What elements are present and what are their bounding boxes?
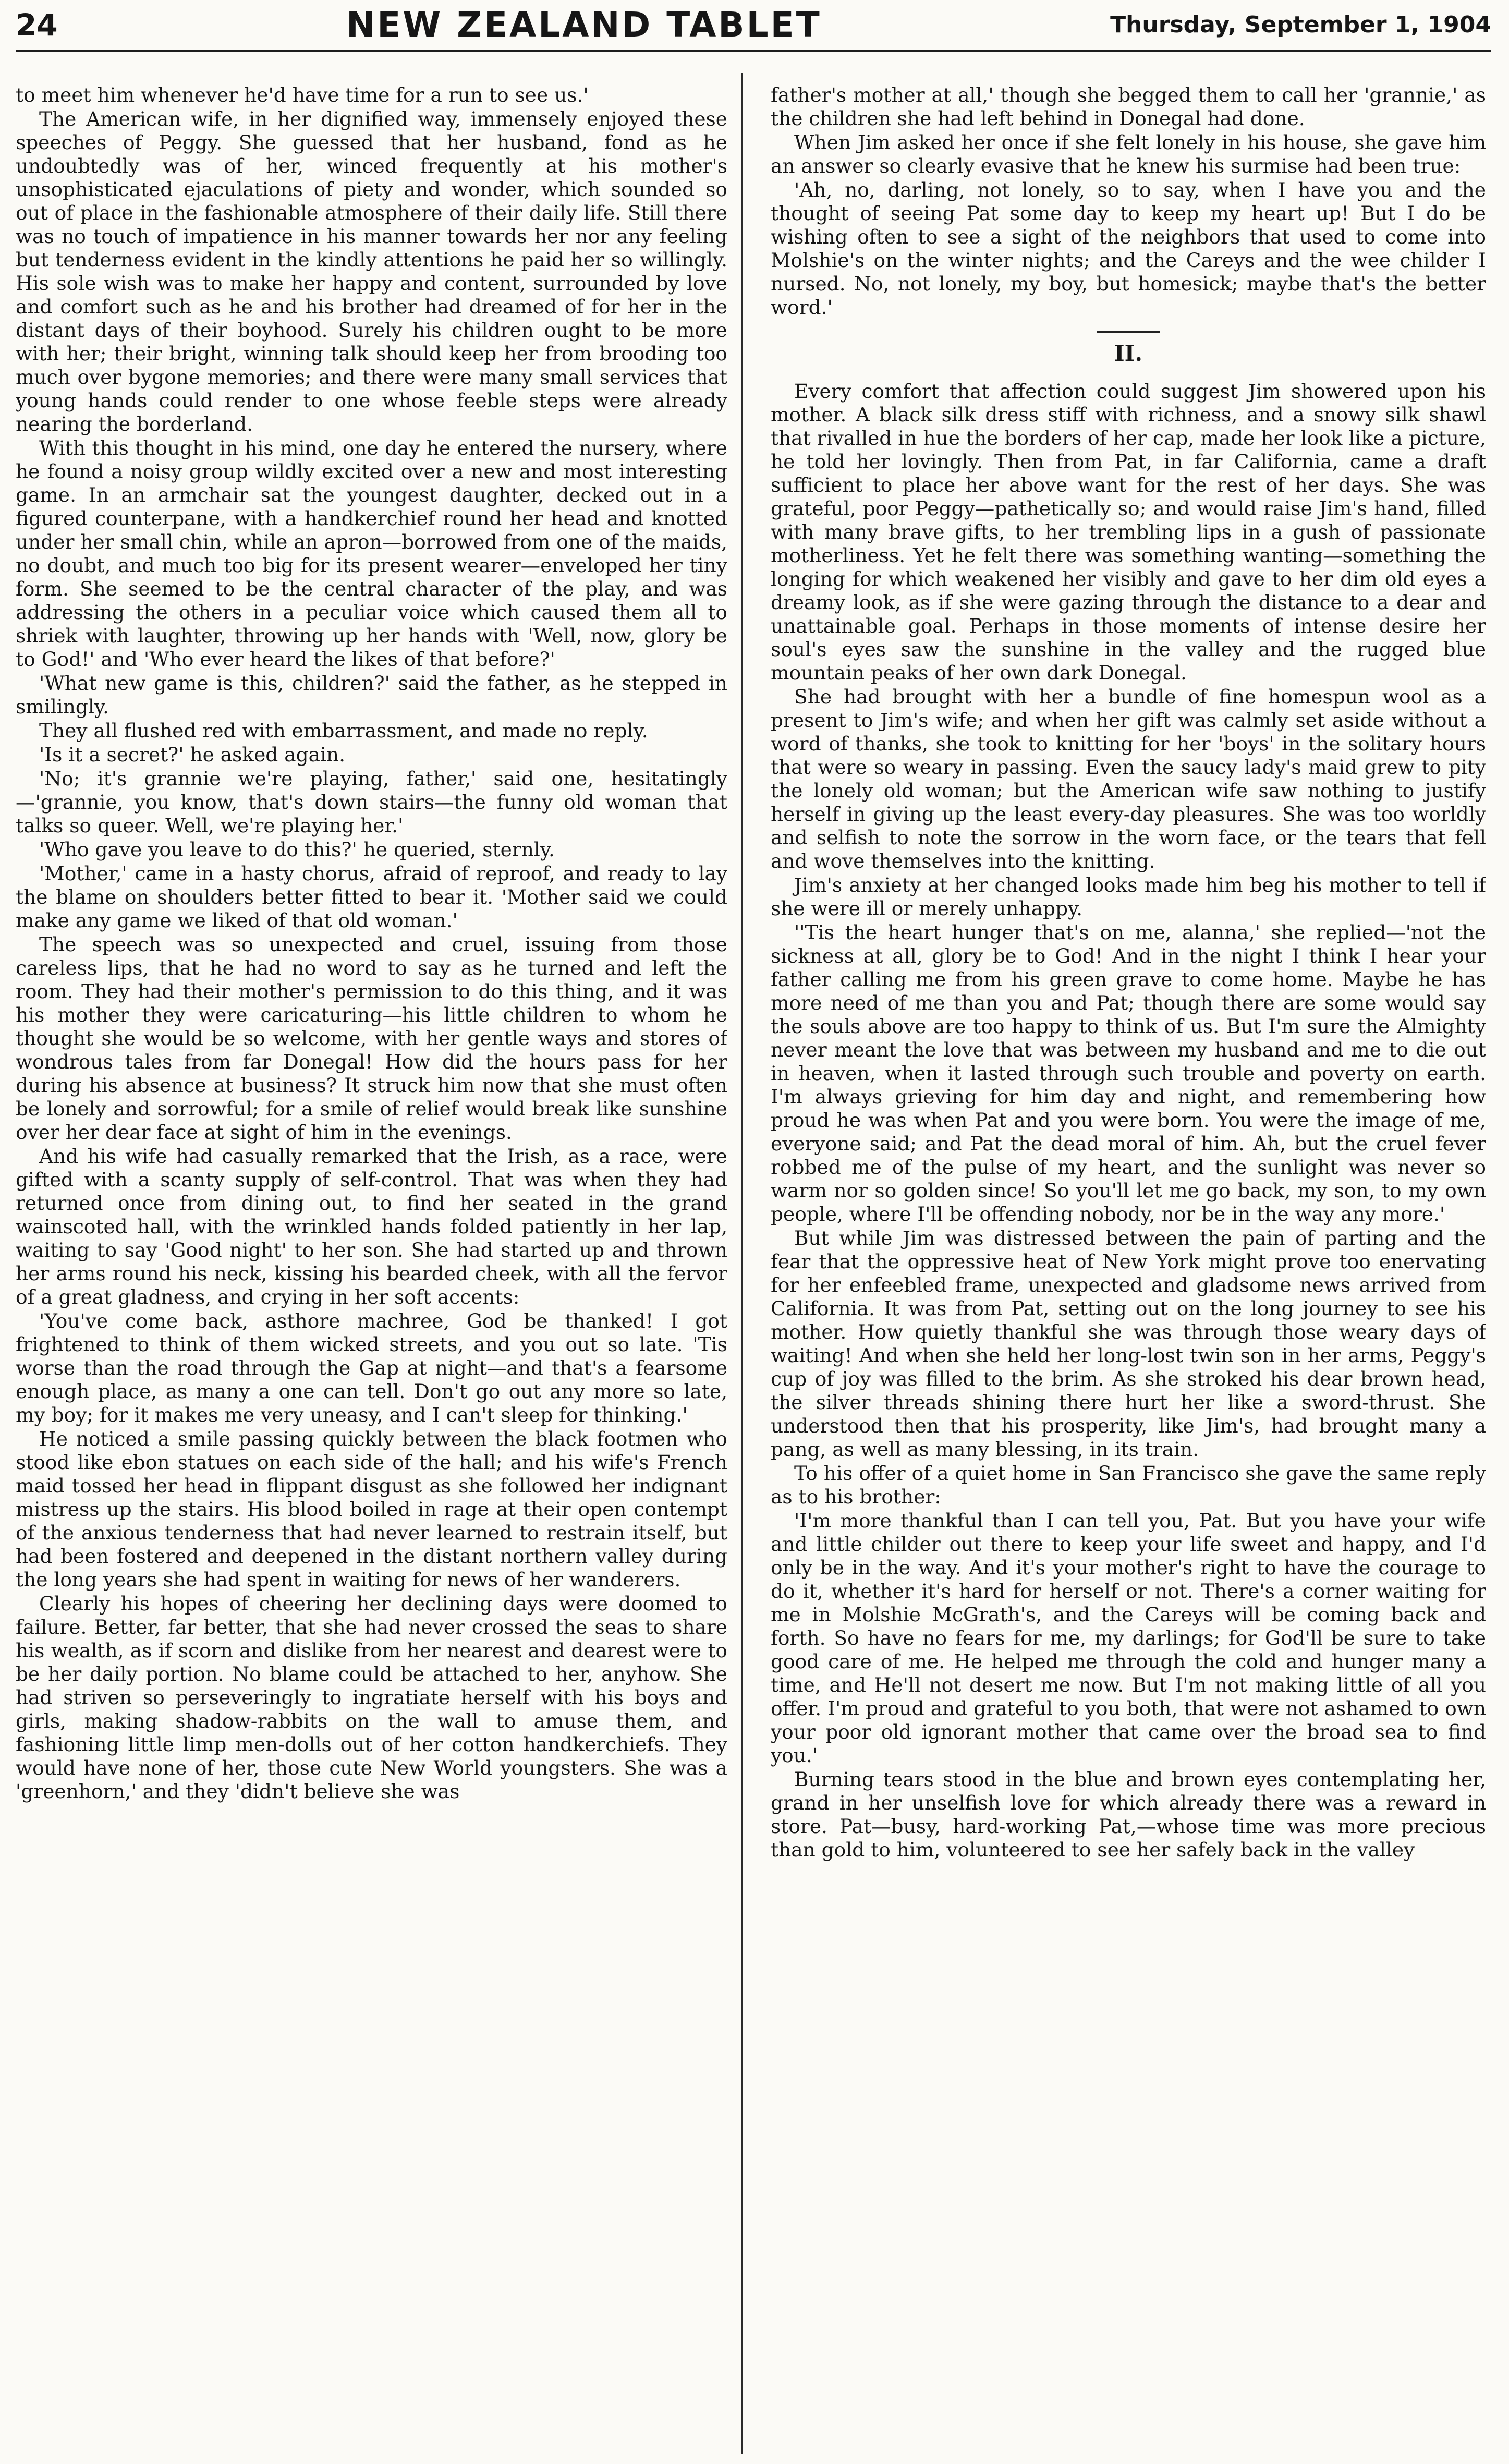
- paragraph: Burning tears stood in the blue and brown eyes contemplating her, grand in her unselfish love for which already there was a reward in store. Pat—busy, hard-working Pat,—whose time was more precious than gold to him, volunteered to see her safely back in the valley: [771, 1768, 1486, 1861]
- paragraph: 'Mother,' came in a hasty chorus, afraid of reproof, and ready to lay the blame on shoulders better fitted to bear it. 'Mother said we could make any game we liked of that old woman.': [16, 862, 727, 932]
- issue-date: Thursday, September 1, 1904: [1110, 11, 1491, 38]
- paragraph: They all flushed red with embarrassment, and made no reply.: [39, 719, 648, 742]
- section-divider: [1097, 331, 1160, 333]
- paragraph: 'Ah, no, darling, not lonely, so to say, when I have you and the thought of seeing Pat some day to keep my heart up! But I do be wishing often to see a sight of the neighbors that used to come into Molshie's on the winter nights; and the Careys and the wee childer I nursed. No, not lonely, my boy, but homesick; maybe that's the better word.': [771, 178, 1486, 319]
- paragraph: Jim's anxiety at her changed looks made him beg his mother to tell if she were ill or merely unhappy.: [771, 873, 1486, 920]
- paragraph: When Jim asked her once if she felt lonely in his house, she gave him an answer so clearly evasive that he knew his surmise had been true:: [771, 131, 1486, 177]
- section-heading: II.: [1114, 341, 1142, 366]
- column-divider: [741, 73, 743, 2454]
- page-number: 24: [16, 7, 58, 43]
- paragraph: He noticed a smile passing quickly between the black footmen who stood like ebon statues on each side of the hall; and his wife's French maid tossed her head in flippant disgust as she followed her indignant mistress up the stairs. His blood boiled in rage at their open contempt of the anxious tenderness that had never learned to restrain itself, but had been fostered and deepened in the distant northern valley during the long years she had spent in waiting for news of her wanderers.: [16, 1427, 727, 1591]
- paragraph: With this thought in his mind, one day he entered the nursery, where he found a noisy group wildly excited over a new and most interesting game. In an armchair sat the youngest daughter, decked out in a figured counterpane, with a handkerchief round her head and knotted under her small chin, while an apron—borrowed from one of the maids, no doubt, and much too big for its present wearer—enveloped her tiny form. She seemed to be the central character of the play, and was addressing the others in a peculiar voice which caused them all to shriek with laughter, throwing up her hands with 'Well, now, glory be to God!' and 'Who ever heard the likes of that before?': [16, 436, 727, 671]
- masthead: [16, 0, 1491, 52]
- paragraph: 'You've come back, asthore machree, God be thanked! I got frightened to think of them wicked streets, and you out so late. 'Tis worse than the road through the Gap at night—and that's a fearsome enough place, as many a one can tell. Don't go out any more so late, my boy; for it makes me very uneasy, and I can't sleep for thinking.': [16, 1309, 727, 1426]
- paragraph: 'Who gave you leave to do this?' he queried, sternly.: [39, 838, 555, 861]
- paragraph: 'What new game is this, children?' said the father, as he stepped in smilingly.: [16, 672, 727, 718]
- paragraph: To his offer of a quiet home in San Francisco she gave the same reply as to his brother:: [771, 1462, 1486, 1508]
- paragraph: And his wife had casually remarked that the Irish, as a race, were gifted with a scanty supply of self-control. That was when they had returned once from dining out, to find her seated in the grand wainscoted hall, with the wrinkled hands folded patiently in her lap, waiting to say 'Good night' to her son. She had started up and thrown her arms round his neck, kissing his bearded cheek, with all the fervor of a great gladness, and crying in her soft accents:: [16, 1145, 727, 1308]
- paragraph: She had brought with her a bundle of fine homespun wool as a present to Jim's wife; and when her gift was calmly set aside without a word of thanks, she took to knitting for her 'boys' in the solitary hours that were so weary in passing. Even the saucy lady's maid grew to pity the lonely old woman; but the American wife saw nothing to justify herself in giving up the least every-day pleasures. She was too worldly and selfish to note the sorrow in the worn face, or the tears that fell and wove themselves into the knitting.: [771, 685, 1486, 872]
- paragraph: 'No; it's grannie we're playing, father,' said one, hesitatingly—'grannie, you know, that's down stairs—the funny old woman that talks so queer. Well, we're playing her.': [16, 767, 727, 837]
- left-column: [16, 83, 727, 2451]
- paragraph: The American wife, in her dignified way, immensely enjoyed these speeches of Peggy. She guessed that her husband, fond as he undoubtedly was of her, winced frequently at his mother's unsophisticated ejaculations of piety and wonder, which sounded so out of place in the fashionable atmosphere of their daily life. Still there was no touch of impatience in his manner towards her nor any feeling but tenderness evident in the kindly attentions he paid her so willingly. His sole wish was to make her happy and content, surrounded by love and comfort such as he and his brother had dreamed of for her in the distant days of their boyhood. Surely his children ought to be more with her; their bright, winning talk should keep her from brooding too much over bygone memories; and there were many small services that young hands could render to one whose feeble steps were already nearing the borderland.: [16, 107, 727, 435]
- paragraph: ''Tis the heart hunger that's on me, alanna,' she replied—'not the sickness at all, glory be to God! And in the night I think I hear your father calling me from his green grave to come home. Maybe he has more need of me than you and Pat; though there are some would say the souls above are too happy to think of us. But I'm sure the Almighty never meant the love that was between my husband and me to die out in heaven, when it lasted through such trouble and poverty on earth. I'm always grieving for him day and night, and remembering how proud he was when Pat and you were born. You were the image of me, everyone said; and Pat the dead moral of him. Ah, but the cruel fever robbed me of the pulse of my heart, and the sunlight was never so warm nor so golden since! So you'll let me go back, my son, to my own people, where I'll be offending nobody, nor be in the way any more.': [771, 921, 1486, 1225]
- paragraph: Every comfort that affection could suggest Jim showered upon his mother. A black silk dress stiff with richness, and a snowy silk shawl that rivalled in hue the borders of her cap, made her look like a picture, he told her lovingly. Then from Pat, in far California, came a draft sufficient to place her above want for the rest of her days. She was grateful, poor Peggy—pathetically so; and would raise Jim's hand, filled with many brave gifts, to her trembling lips in a gush of passionate motherliness. Yet he felt there was something wanting—something the longing for which weakened her visibly and gave to her dim old eyes a dreamy look, as if she were gazing through the distance to a dear and unattainable goal. Perhaps in those moments of intense desire her soul's eyes saw the sunshine in the valley and the rugged blue mountain peaks of her own dark Donegal.: [771, 380, 1486, 684]
- paragraph: The speech was so unexpected and cruel, issuing from those careless lips, that he had no word to say as he turned and left the room. They had their mother's permission to do this thing, and it was his mother they were caricaturing—his little children to whom he thought she would be so welcome, with her gentle ways and stores of wondrous tales from far Donegal! How did the hours pass for her during his absence at business? It struck him now that she must often be lonely and sorrowful; for a smile of relief would break like sunshine over her dear face at sight of him in the evenings.: [16, 933, 727, 1144]
- paragraph: to meet him whenever he'd have time for a run to see us.': [16, 83, 589, 106]
- paragraph: But while Jim was distressed between the pain of parting and the fear that the oppressive heat of New York might prove too enervating for her enfeebled frame, unexpected and gladsome news arrived from California. It was from Pat, setting out on the long journey to see his mother. How quietly thankful she was through those weary days of waiting! And when she held her long-lost twin son in her arms, Peggy's cup of joy was filled to the brim. As she stroked his dear brown head, the silver threads shining there hurt her like a sword-thrust. She understood then that his prosperity, like Jim's, had brought many a pang, as well as many blessing, in its train.: [771, 1227, 1486, 1461]
- paper-title: NEW ZEALAND TABLET: [346, 5, 822, 45]
- paragraph: father's mother at all,' though she begged them to call her 'grannie,' as the children she had left behind in Donegal had done.: [771, 83, 1486, 130]
- paragraph: Clearly his hopes of cheering her declining days were doomed to failure. Better, far better, that she had never crossed the seas to share his wealth, as if scorn and dislike from her nearest and dearest were to be her daily portion. No blame could be attached to her, anyhow. She had striven so perseveringly to ingratiate herself with his boys and girls, making shadow-rabbits on the wall to amuse them, and fashioning little limp men-dolls out of her cotton handkerchiefs. They would have none of her, those cute New World youngsters. She was a 'greenhorn,' and they 'didn't believe she was: [16, 1592, 727, 1803]
- paragraph: 'I'm more thankful than I can tell you, Pat. But you have your wife and little childer out there to keep your life sweet and happy, and I'd only be in the way. And it's your mother's right to have the courage to do it, whether it's hard for herself or not. There's a corner waiting for me in Molshie McGrath's, and the Careys will be coming back and forth. So have no fears for me, my darlings; for God'll be sure to take good care of me. He helped me through the cold and hunger many a time, and He'll not desert me now. But I'm not making little of all you offer. I'm proud and grateful to you both, that were not ashamed to own your poor old ignorant mother that came over the broad sea to find you.': [771, 1509, 1486, 1767]
- right-column: [771, 83, 1486, 2451]
- paragraph: 'Is it a secret?' he asked again.: [39, 743, 345, 766]
